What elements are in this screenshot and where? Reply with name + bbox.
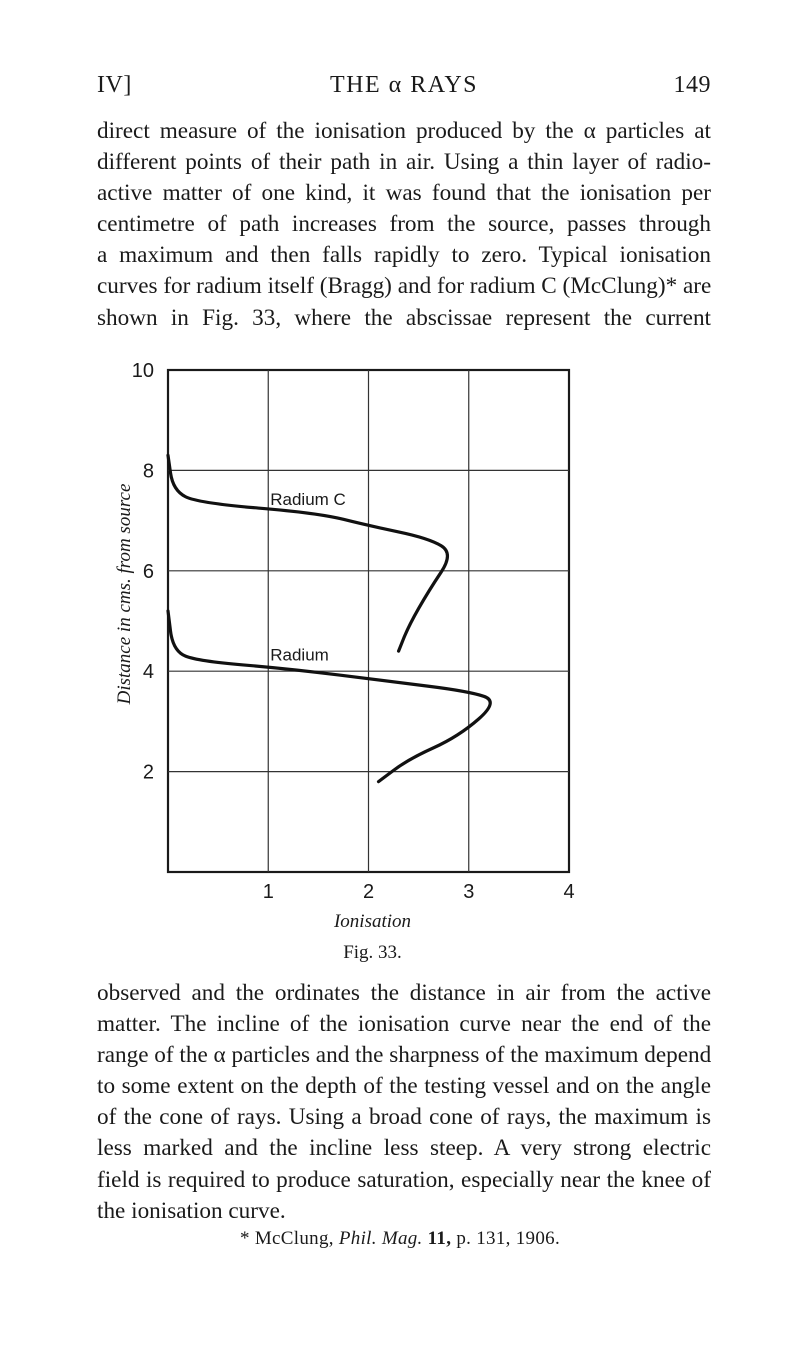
x-axis-label: Ionisation [333,911,412,932]
chapter-title: THE α RAYS [329,72,479,98]
footnote [0,1228,800,1250]
text-line: active matter of one kind, it was found that the ionisation per [97,180,711,207]
text-line: matter. The incline of the ionisation curve near the end of the [97,1011,711,1038]
text-line: of the cone of rays. Using a broad cone of rays, the maximum is [97,1104,711,1131]
x-tick-label: 1 [262,881,274,903]
x-tick-label: 2 [362,881,375,903]
text-line: observed and the ordinates the distance in air from the active [97,980,711,1006]
footnote-author: McClung, [254,1228,334,1249]
chapter-number: IV] [97,72,132,98]
y-tick-label: 8 [142,460,154,483]
y-tick-label: 10 [131,360,154,382]
footnote-marker: * [239,1228,250,1249]
figure-33 [0,360,800,985]
paragraph-top [97,116,711,334]
footnote-volume: 11, [427,1228,452,1249]
text-line: field is required to produce saturation, especially near the knee of [97,1166,711,1193]
text-line: less marked and the incline less steep. A very strong electric [97,1135,711,1162]
radium-c-curve [168,455,447,651]
radium-curve [168,611,490,782]
y-axis-label: Distance in cms. from source [114,483,135,705]
y-tick-label: 2 [142,761,154,784]
x-tick-label: 4 [563,881,575,903]
footnote-rest: p. 131, 1906. [456,1228,560,1249]
x-tick-label: 3 [463,881,475,903]
text-line: curves for radium itself (Bragg) and for radium C (McClung)* are [97,273,712,300]
radium-label: Radium [270,645,329,665]
text-line: to some extent on the depth of the testing vessel and on the angle [97,1073,711,1100]
paragraph-bottom [97,978,711,1227]
figure-caption: Fig. 33. [343,942,402,963]
radium-c-label: Radium C [270,490,346,510]
text-line: range of the α particles and the sharpness of the maximum depend [97,1042,712,1069]
text-line: the ionisation curve. [97,1197,286,1224]
text-line: different points of their path in air. Using a thin layer of radio- [97,149,711,176]
text-line: direct measure of the ionisation produced by the α particles at [97,118,711,144]
text-line: shown in Fig. 33, where the abscissae represent the current [97,304,711,331]
running-head [97,72,711,102]
footnote-journal: Phil. Mag. [338,1228,423,1249]
page-number: 149 [673,72,711,98]
text-line: a maximum and then falls rapidly to zero. Typical ionisation [97,242,711,269]
text-line: centimetre of path increases from the source, passes through [97,211,711,238]
y-tick-label: 6 [142,560,154,583]
y-tick-label: 4 [142,661,154,684]
ionisation-chart [0,360,800,985]
